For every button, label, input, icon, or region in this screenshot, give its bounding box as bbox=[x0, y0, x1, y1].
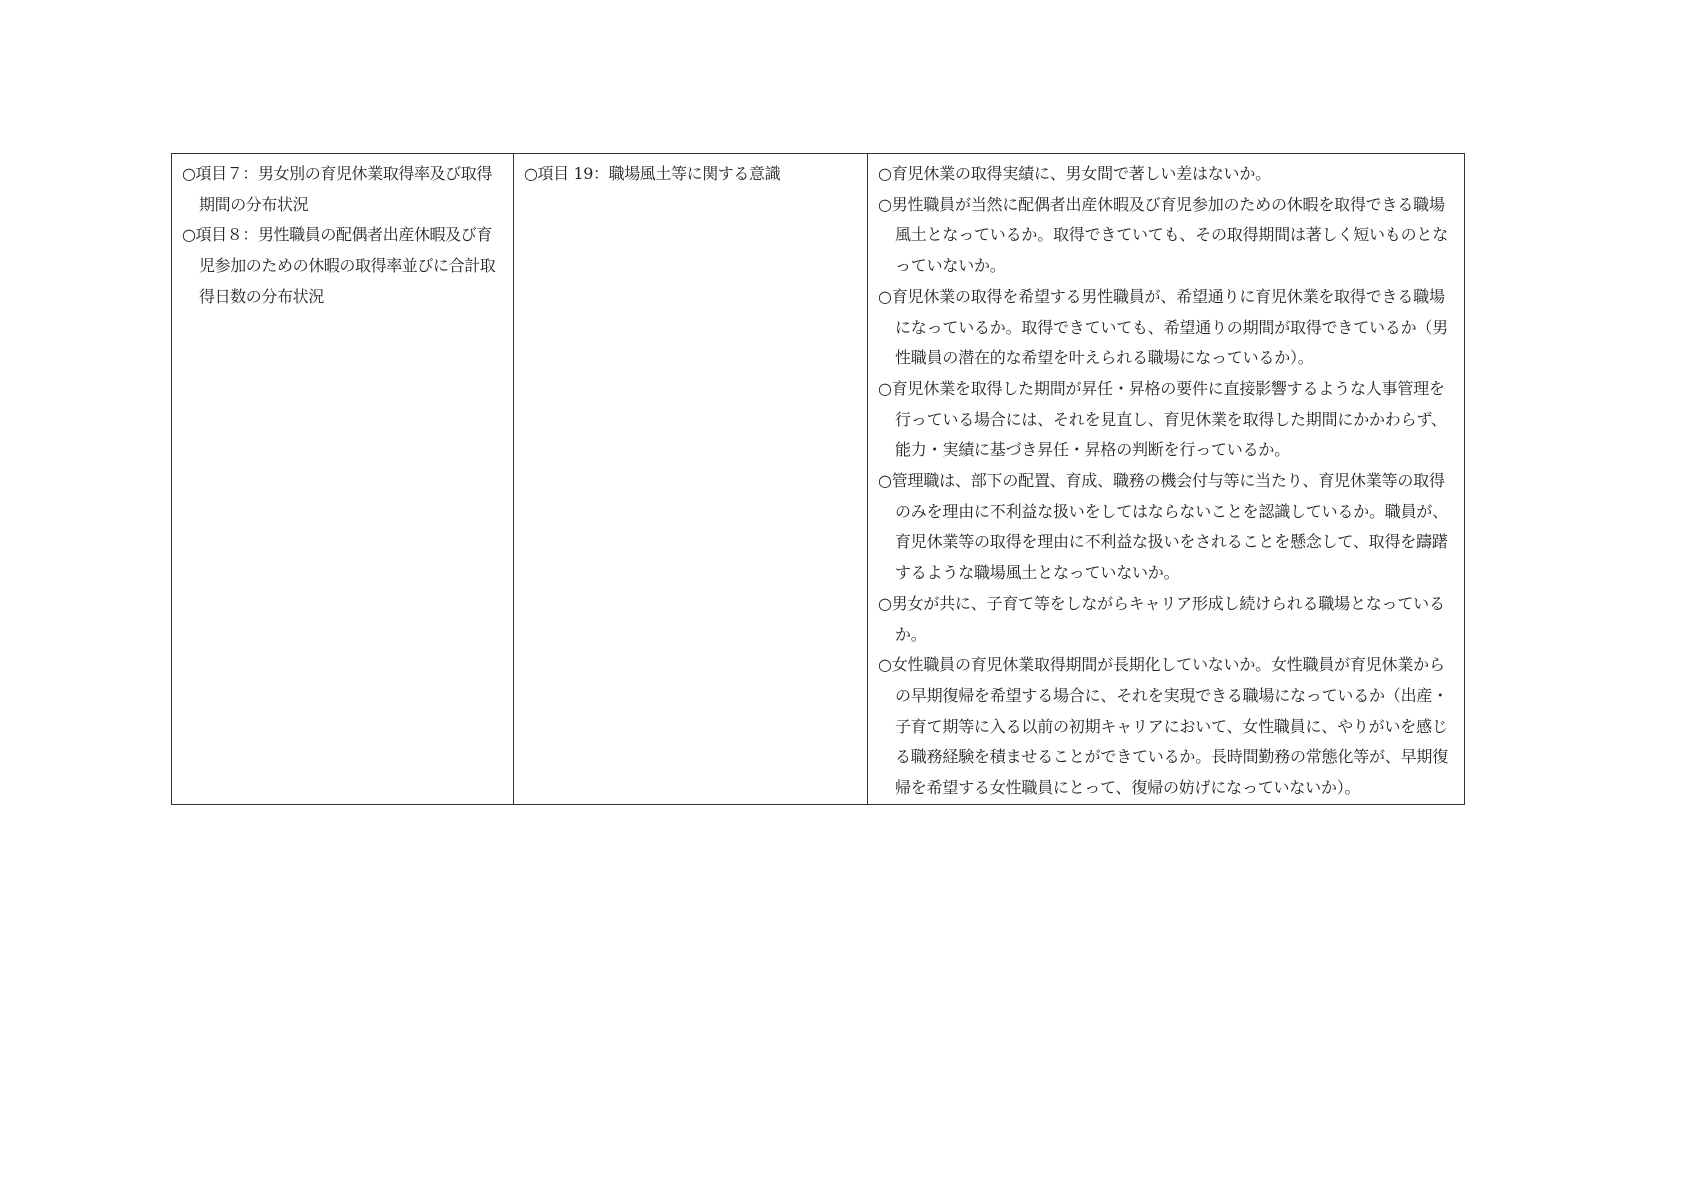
list-item: ○男女が共に、子育て等をしながらキャリア形成し続けられる職場となっているか。 bbox=[878, 593, 1445, 644]
document-table bbox=[171, 153, 1465, 805]
list-item: ○女性職員の育児休業取得期間が長期化していないか。女性職員が育児休業からの早期復帰を希望する場合に、それを実現できる職場になっているか（出産・子育て期等に入る以前の初期キャリアにおいて、女性職員に、やりがいを感じる職務経験を積ませることができているか。長時間勤務の常態化等が、早期復帰を希望する女性職員にとって、復帰の妨げになっていないか）。 bbox=[878, 655, 1449, 798]
list-item: ○育児休業を取得した期間が昇任・昇格の要件に直接影響するような人事管理を行っている場合には、それを見直し、育児休業を取得した期間にかかわらず、能力・実績に基づき昇任・昇格の判断を行っているか。 bbox=[878, 378, 1447, 460]
list-item: ○育児休業の取得実績に、男女間で著しい差はないか。 bbox=[878, 164, 1271, 183]
column-check-points bbox=[868, 154, 1464, 804]
list-item: ○育児休業の取得を希望する男性職員が、希望通りに育児休業を取得できる職場になっているか。取得できていても、希望通りの期間が取得できているか（男性職員の潜在的な希望を叶えられる職場になっているか）。 bbox=[878, 286, 1449, 368]
list-item: ○項目７：男女別の育児休業取得率及び取得期間の分布状況 bbox=[182, 164, 492, 214]
list-item: ○男性職員が当然に配偶者出産休暇及び育児参加のための休暇を取得できる職場風土となっているか。取得できていても、その取得期間は著しく短いものとなっていないか。 bbox=[878, 194, 1449, 276]
list-item: ○項目８：男性職員の配偶者出産休暇及び育児参加のための休暇の取得率並びに合計取得日数の分布状況 bbox=[182, 225, 496, 306]
list-item: ○管理職は、部下の配置、育成、職務の機会付与等に当たり、育児休業等の取得のみを理由に不利益な扱いをしてはならないことを認識しているか。職員が、育児休業等の取得を理由に不利益な扱いをされることを懸念して、取得を躊躇するような職場風土となっていないか。 bbox=[878, 471, 1449, 583]
list-item: ○項目 19：職場風土等に関する意識 bbox=[524, 164, 781, 183]
column-awareness-items bbox=[514, 154, 868, 804]
column-survey-items bbox=[172, 154, 514, 804]
